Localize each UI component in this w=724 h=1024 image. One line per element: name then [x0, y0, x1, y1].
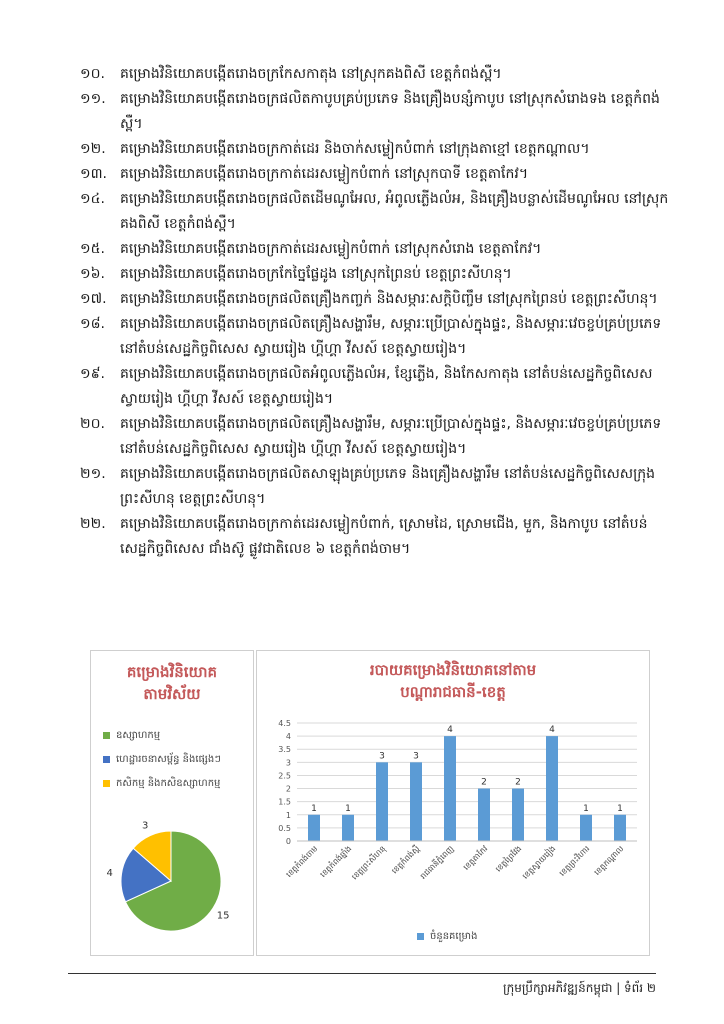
bar-data-label: 3 [379, 751, 385, 762]
pie-chart-title: គម្រោងវិនិយោគ តាមវិស័យ [126, 663, 218, 703]
list-item [80, 362, 680, 412]
bar-legend-swatch [417, 933, 424, 940]
pie-legend-label: ហេដ្ឋារចនាសម្ព័ន្ធ និងផ្សេងៗ [116, 753, 221, 765]
pie-data-label: 3 [142, 820, 149, 832]
x-tick-label: ខេត្តកណ្តាល [592, 844, 626, 878]
pie-legend-label: ឧស្សាហកម្ម [116, 729, 161, 741]
list-item [80, 237, 680, 262]
y-tick-label: 3 [285, 758, 291, 768]
list-item-number: ១៧. [80, 291, 107, 307]
pie-legend-item [103, 723, 221, 747]
x-tick-label: ខេត្តតាកែវ [461, 844, 490, 872]
list-item [80, 312, 680, 362]
list-item [80, 62, 680, 87]
bar-chart [257, 651, 649, 921]
bar [512, 789, 524, 841]
pie-chart [91, 811, 251, 951]
pie-legend-item [103, 747, 221, 771]
list-item-number: ១០. [80, 66, 105, 82]
list-item-text: គម្រោងវិនិយោគបង្កើតរោងចក្រផលិតគ្រឿងសង្ហារឹម, សម្ភារៈប្រើប្រាស់ក្នុងផ្ទះ, និងសម្ភារៈវេចខ្ចប់គ្រប់ប្រភេទ នៅតំបន់សេដ្ឋកិច្ចពិសេស ស្វាយរៀង ហ្គីហ្គា វីសស៍ ខេត្តស្វាយរៀង។ [120, 316, 662, 357]
pie-legend [103, 723, 221, 795]
y-tick-label: 3.5 [278, 745, 291, 755]
list-item-text: គម្រោងវិនិយោគបង្កើតរោងចក្រផលិតដើមណូអែល, អំពូលភ្លើងលំអ, និងគ្រឿងបន្លាស់ដើមណូអែល នៅស្រុកគងពិសី ខេត្តកំពង់ស្ពឺ។ [120, 191, 669, 232]
bar [410, 762, 422, 841]
list-item-number: ១៣. [80, 166, 108, 182]
pie-chart-panel [90, 650, 254, 956]
list-item [80, 512, 680, 562]
list-item-text: គម្រោងវិនិយោគបង្កើតរោងចក្រផលិតកាបូបគ្រប់ប្រភេទ និងគ្រឿងបន្សំកាបូប នៅស្រុកសំរោងទង ខេត្តកំពង់ស្ពឺ។ [120, 91, 660, 132]
list-item-number: ២១. [80, 466, 106, 482]
list-item-text: គម្រោងវិនិយោគបង្កើតរោងចក្រកាត់ដេរសម្លៀកបំពាក់, ស្រោមដៃ, ស្រោមជើង, មួក, និងកាបូប នៅតំបន់សេដ្ឋកិច្ចពិសេស ជាំងស៊ូ ផ្លូវជាតិលេខ ៦ ខេត្តកំពង់ចាម។ [120, 516, 648, 557]
bar [614, 815, 626, 841]
list-item-number: ១៩. [80, 366, 105, 382]
bar [376, 762, 388, 841]
list-item-number: ១៥. [80, 241, 105, 257]
list-item [80, 412, 680, 462]
list-item-number: ២២. [80, 516, 106, 532]
y-tick-label: 1 [285, 810, 291, 820]
bar [580, 815, 592, 841]
project-list [80, 62, 680, 562]
pie-legend-item [103, 771, 221, 795]
bar-data-label: 1 [583, 803, 589, 814]
bar-chart-panel [256, 650, 650, 956]
bar-data-label: 1 [617, 803, 623, 814]
list-item [80, 137, 680, 162]
list-item-number: ១៤. [80, 191, 105, 207]
pie-legend-label: កសិកម្ម និងកសិឧស្សាហកម្ម [116, 777, 221, 789]
list-item-text: គម្រោងវិនិយោគបង្កើតរោងចក្រផលិតគ្រឿងកញ្ចក់ និងសម្ភារៈសក្តិបិញ្ចឹម នៅស្រុកព្រៃនប់ ខេត្តព្រះសីហនុ។ [120, 291, 658, 307]
bar-legend: ចំនួនគម្រោង [417, 929, 477, 944]
x-tick-label: រាជធានីភ្នំពេញ [418, 844, 456, 881]
x-tick-label: ខេត្តព្រៃវែង [493, 844, 524, 874]
list-item-text: គម្រោងវិនិយោគបង្កើតរោងចក្រផលិតគ្រឿងសង្ហារឹម, សម្ភារៈប្រើប្រាស់ក្នុងផ្ទះ, និងសម្ភារៈវេចខ្ចប់គ្រប់ប្រភេទ នៅតំបន់សេដ្ឋកិច្ចពិសេស ស្វាយរៀង ហ្គីហ្គា វីសស៍ ខេត្តស្វាយរៀង។ [120, 416, 662, 457]
y-tick-label: 4.5 [278, 719, 291, 728]
y-tick-label: 2 [285, 784, 291, 794]
bar [308, 815, 320, 841]
x-tick-label: ខេត្តស្វាយរៀង [520, 844, 558, 881]
list-item-text: គម្រោងវិនិយោគបង្កើតរោងចក្រកាត់ដេរ និងចាក់សម្លៀកបំពាក់ នៅក្រុងតាខ្មៅ ខេត្តកណ្តាល។ [120, 141, 590, 157]
list-item-text: គម្រោងវិនិយោគបង្កើតរោងចក្រផលិតអំពូលភ្លើងលំអ, ខ្សែភ្លើង, និងកែសកាតុង នៅតំបន់សេដ្ឋកិច្ចពិសេស ស្វាយរៀង ហ្គីហ្គា វីសស៍ ខេត្តស្វាយរៀង។ [120, 366, 653, 407]
list-item-number: ១៨. [80, 316, 105, 332]
list-item-text: គម្រោងវិនិយោគបង្កើតរោងចក្រកាត់ដេរសម្លៀកបំពាក់ នៅស្រុកសំរោង ខេត្តតាកែវ។ [120, 241, 542, 257]
bar [342, 815, 354, 841]
list-item-text: គម្រោងវិនិយោគបង្កើតរោងចក្រកែសកាតុង នៅស្រុកគងពិសី ខេត្តកំពង់ស្ពឺ។ [120, 66, 502, 82]
bar-data-label: 2 [515, 777, 521, 788]
list-item [80, 287, 680, 312]
bar-data-label: 1 [345, 803, 351, 814]
list-item [80, 187, 680, 237]
x-tick-label: ខេត្តកំពង់ឆ្នាំង [318, 844, 354, 880]
list-item-number: ១១. [80, 91, 106, 107]
footer-divider [68, 973, 656, 974]
list-item-text: គម្រោងវិនិយោគបង្កើតរោងចក្រកាត់ដេរសម្លៀកបំពាក់ នៅស្រុកបាទី ខេត្តតាកែវ។ [120, 166, 529, 182]
bar-data-label: 4 [447, 725, 453, 736]
x-tick-label: ខេត្តកំពង់ស្ពឺ [389, 844, 422, 876]
list-item [80, 462, 680, 512]
list-item-text: គម្រោងវិនិយោគបង្កើតរោងចក្រផលិតសាឡុងគ្រប់ប្រភេទ និងគ្រឿងសង្ហារឹម នៅតំបន់សេដ្ឋកិច្ចពិសេសក្រុងព្រះសីហនុ ខេត្តព្រះសីហនុ។ [120, 466, 656, 507]
y-tick-label: 0 [285, 837, 291, 846]
bar-data-label: 3 [413, 751, 419, 762]
x-tick-label: ខេត្តព្រះវិហារ [557, 844, 592, 878]
pie-legend-swatch [103, 756, 110, 763]
y-tick-label: 1.5 [278, 797, 291, 807]
bar [478, 789, 490, 841]
bar [444, 736, 456, 841]
bar-data-label: 4 [549, 725, 555, 736]
y-tick-label: 4 [285, 732, 291, 742]
bar-data-label: 1 [311, 803, 317, 814]
list-item-number: ១៦. [80, 266, 105, 282]
bar [546, 736, 558, 841]
x-tick-label: ខេត្តព្រះសីហនុ [349, 844, 388, 882]
bar-data-label: 2 [481, 777, 487, 788]
list-item [80, 262, 680, 287]
bar-chart-title: របាយគម្រោងវិនិយោគនៅតាម បណ្តារាជធានី-ខេត្ត [369, 661, 537, 701]
pie-legend-swatch [103, 732, 110, 739]
page-footer: ក្រុមប្រឹក្សាអភិវឌ្ឍន៍កម្ពុជា | ទំព័រ ២ [503, 981, 656, 995]
pie-legend-swatch [103, 780, 110, 787]
list-item [80, 162, 680, 187]
pie-data-label: 4 [106, 868, 113, 880]
list-item-number: ២០. [80, 416, 105, 432]
list-item-number: ១២. [80, 141, 106, 157]
pie-data-label: 15 [216, 910, 230, 922]
y-tick-label: 2.5 [278, 771, 291, 781]
list-item-text: គម្រោងវិនិយោគបង្កើតរោងចក្រកែច្នៃផ្លែដូង នៅស្រុកព្រៃនប់ ខេត្តព្រះសីហនុ។ [120, 266, 512, 282]
x-tick-label: ខេត្តកំពង់ចាម [284, 844, 320, 880]
list-item [80, 87, 680, 137]
y-tick-label: 0.5 [278, 823, 291, 833]
